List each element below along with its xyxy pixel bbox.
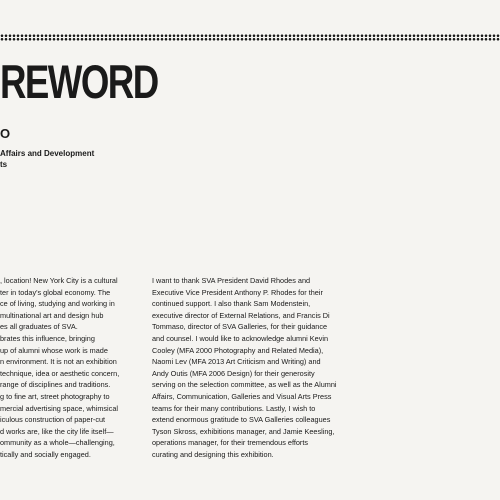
text-line: Naomi Lev (MFA 2013 Art Criticism and Writing) and: [152, 357, 321, 367]
text-line: ommunity as a whole—challenging,: [0, 438, 115, 448]
text-line: d works are, like the city life itself—: [0, 426, 114, 436]
text-line: Executive Vice President Anthony P. Rhodes for their: [152, 287, 323, 297]
text-line: and counsel. I would like to acknowledge alumni Kevin: [152, 333, 329, 343]
text-line: Affairs, Communication, Galleries and Visual Arts Press: [152, 391, 332, 401]
body-column-right: [152, 275, 352, 461]
text-line: extend enormous gratitude to SVA Galleries colleagues: [152, 415, 331, 425]
text-line: Cooley (MFA 2000 Photography and Related Media),: [152, 345, 324, 355]
text-line: range of disciplines and traditions.: [0, 380, 111, 390]
author-title: [0, 148, 94, 170]
text-line: iculous construction of paper-cut: [0, 415, 106, 425]
text-line: executive director of External Relations, and Francis Di: [152, 310, 330, 320]
text-line: brates this influence, bringing: [0, 333, 95, 343]
author-name: O: [0, 126, 11, 141]
text-line: up of alumni whose work is made: [0, 345, 108, 355]
text-line: , location! New York City is a cultural: [0, 276, 118, 285]
text-line: Andy Outis (MFA 2006 Design) for their generosity: [152, 368, 315, 378]
text-line: ter in today's global economy. The: [0, 287, 111, 297]
dotted-rule: [0, 34, 500, 41]
text-line: n environment. It is not an exhibition: [0, 357, 117, 367]
text-line: I want to thank SVA President David Rhodes and: [152, 276, 311, 285]
text-line: es all graduates of SVA.: [0, 322, 78, 332]
text-line: serving on the selection committee, as well as the Alumni: [152, 380, 337, 390]
author-title-line: ts: [0, 160, 8, 169]
text-line: mercial advertising space, whimsical: [0, 403, 119, 413]
text-line: operations manager, for their tremendous efforts: [152, 438, 309, 448]
text-line: teams for their many contributions. Lastly, I wish to: [152, 403, 316, 413]
page-heading: REWORD: [0, 55, 158, 108]
text-line: technique, idea or aesthetic concern,: [0, 368, 120, 378]
body-column-left: [0, 275, 130, 461]
text-line: g to fine art, street photography to: [0, 391, 110, 401]
text-line: continued support. I also thank Sam Modenstein,: [152, 299, 311, 309]
text-line: curating and designing this exhibition.: [152, 449, 274, 459]
text-line: tically and socially engaged.: [0, 449, 91, 459]
author-title-line: Affairs and Development: [0, 149, 95, 158]
text-line: Tyson Skross, exhibitions manager, and Jamie Keesling,: [152, 426, 335, 436]
text-line: multinational art and design hub: [0, 310, 104, 320]
text-line: Tommaso, director of SVA Galleries, for their guidance: [152, 322, 328, 332]
text-line: ce of living, studying and working in: [0, 299, 115, 309]
